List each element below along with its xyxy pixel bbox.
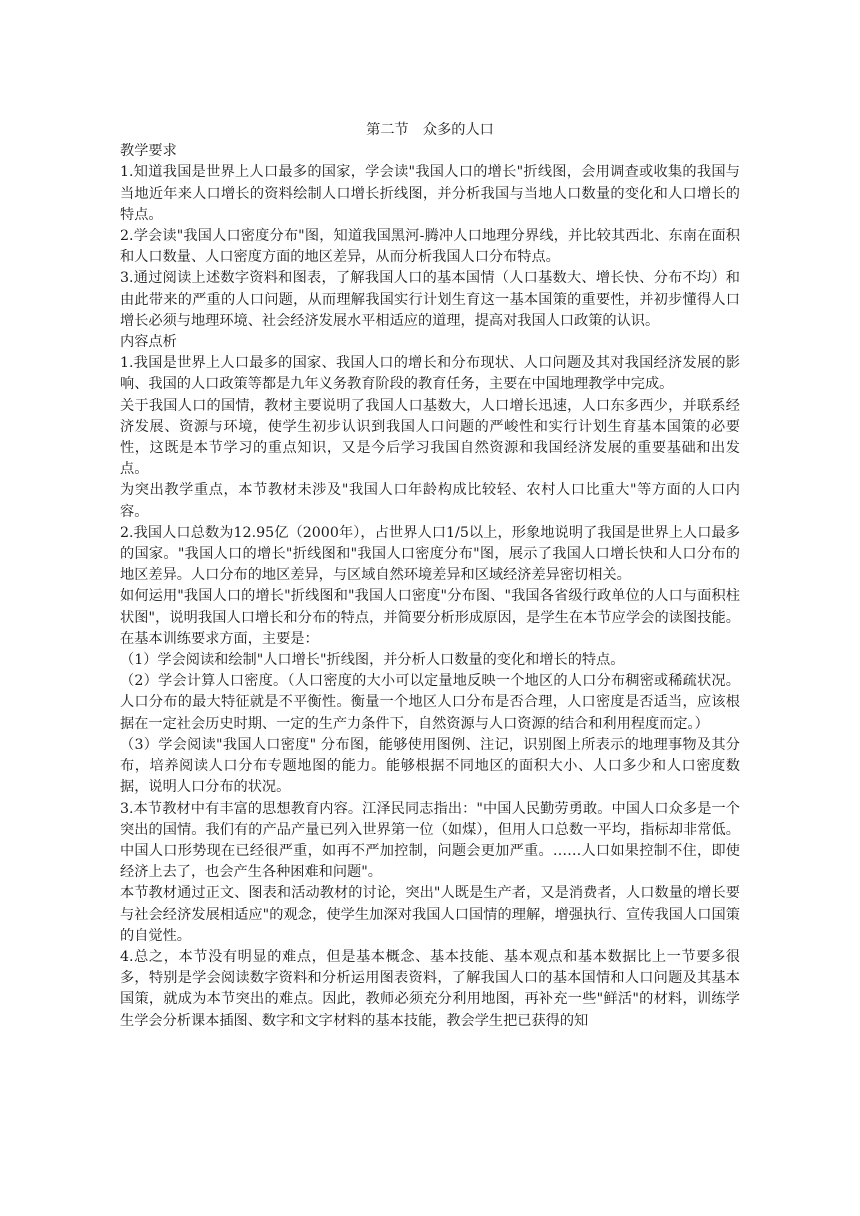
paragraph: 3.本节教材中有丰富的思想教育内容。江泽民同志指出："中国人民勤劳勇敢。中国人口众多是一个突出的国情。我们有的产品产量已列入世界第一位（如煤），但用人口总数一平均，指标却非常低。中国人口形势现在已经很严重，如再不严加控制，问题会更加严重。……人口如果控制不住，即使经济上去了，也会产生各种困难和问题"。 <box>120 800 740 881</box>
paragraph: 4.总之，本节没有明显的难点，但是基本概念、基本技能、基本观点和基本数据比上一节要多很多，特别是学会阅读数字资料和分析运用图表资料，了解我国人口的基本国情和人口问题及其基本国策，就成为本节突出的难点。因此，教师必须充分利用地图，再补充一些"鲜活"的材料，训练学生学会分析课本插图、数字和文字材料的基本技能，教会学生把已获得的知 <box>120 948 740 1029</box>
paragraph: 教学要求 <box>120 143 177 160</box>
paragraph: 2.学会读"我国人口密度分布"图，知道我国黑河-腾冲人口地理分界线，并比较其西北、东南在面积和人口数量、人口密度方面的地区差异，从而分析我国人口分布特点。 <box>120 228 740 266</box>
paragraph: 关于我国人口的国情，教材主要说明了我国人口基数大，人口增长迅速，人口东多西少，并联系经济发展、资源与环境，使学生初步认识到我国人口问题的严峻性和实行计划生育基本国策的必要性，这既是本节学习的重点知识，又是今后学习我国自然资源和我国经济发展的重要基础和出发点。 <box>120 397 740 478</box>
document-title: 第二节 众多的人口 <box>366 122 494 138</box>
paragraph: 1.我国是世界上人口最多的国家、我国人口的增长和分布现状、人口问题及其对我国经济发展的影响、我国的人口政策等都是九年义务教育阶段的教育任务，主要在中国地理教学中完成。 <box>120 355 740 393</box>
paragraph: 2.我国人口总数为12.95亿（2000年），占世界人口1/5以上，形象地说明了我国是世界上人口最多的国家。"我国人口的增长"折线图和"我国人口密度分布"图，展示了我国人口增长快和人口分布的地区差异。人口分布的地区差异，与区域自然环境差异和区域经济差异密切相关。 <box>120 524 740 584</box>
document-body <box>120 141 740 1032</box>
paragraph: （1）学会阅读和绘制"人口增长"折线图，并分析人口数量的变化和增长的特点。 <box>120 652 625 669</box>
paragraph: 为突出教学重点，本节教材未涉及"我国人口年龄构成比较轻、农村人口比重大"等方面的人口内容。 <box>120 482 740 520</box>
paragraph: 如何运用"我国人口的增长"折线图和"我国人口密度"分布图、"我国各省级行政单位的人口与面积柱状图"，说明我国人口增长和分布的特点，并简要分析形成原因，是学生在本节应学会的读图技能。在基本训练要求方面，主要是： <box>120 588 740 647</box>
document-page <box>120 120 740 1032</box>
paragraph: 3.通过阅读上述数字资料和图表，了解我国人口的基本国情（人口基数大、增长快、分布不均）和由此带来的严重的人口问题，从而理解我国实行计划生育这一基本国策的重要性，并初步懂得人口增长必须与地理环境、社会经济发展水平相适应的道理，提高对我国人口政策的认识。 <box>120 270 740 329</box>
paragraph: 本节教材通过正文、图表和活动教材的讨论，突出"人既是生产者，又是消费者，人口数量的增长要与社会经济发展相适应"的观念，使学生加深对我国人口国情的理解，增强执行、宣传我国人口国策的自觉性。 <box>120 885 740 944</box>
paragraph: （3）学会阅读"我国人口密度" 分布图，能够使用图例、注记，识别图上所表示的地理事物及其分布，培养阅读人口分布专题地图的能力。能够根据不同地区的面积大小、人口多少和人口密度数据，说明人口分布的状况。 <box>120 736 740 796</box>
paragraph: 1.知道我国是世界上人口最多的国家，学会读"我国人口的增长"折线图，会用调查或收集的我国与当地近年来人口增长的资料绘制人口增长折线图，并分析我国与当地人口数量的变化和人口增长的特点。 <box>120 164 740 223</box>
paragraph: 内容点析 <box>120 334 177 351</box>
paragraph: （2）学会计算人口密度。（人口密度的大小可以定量地反映一个地区的人口分布稠密或稀疏状况。人口分布的最大特征就是不平衡性。衡量一个地区人口分布是否合理，人口密度是否适当，应该根据在一定社会历史时期、一定的生产力条件下，自然资源与人口资源的结合和利用程度而定。） <box>120 673 740 732</box>
